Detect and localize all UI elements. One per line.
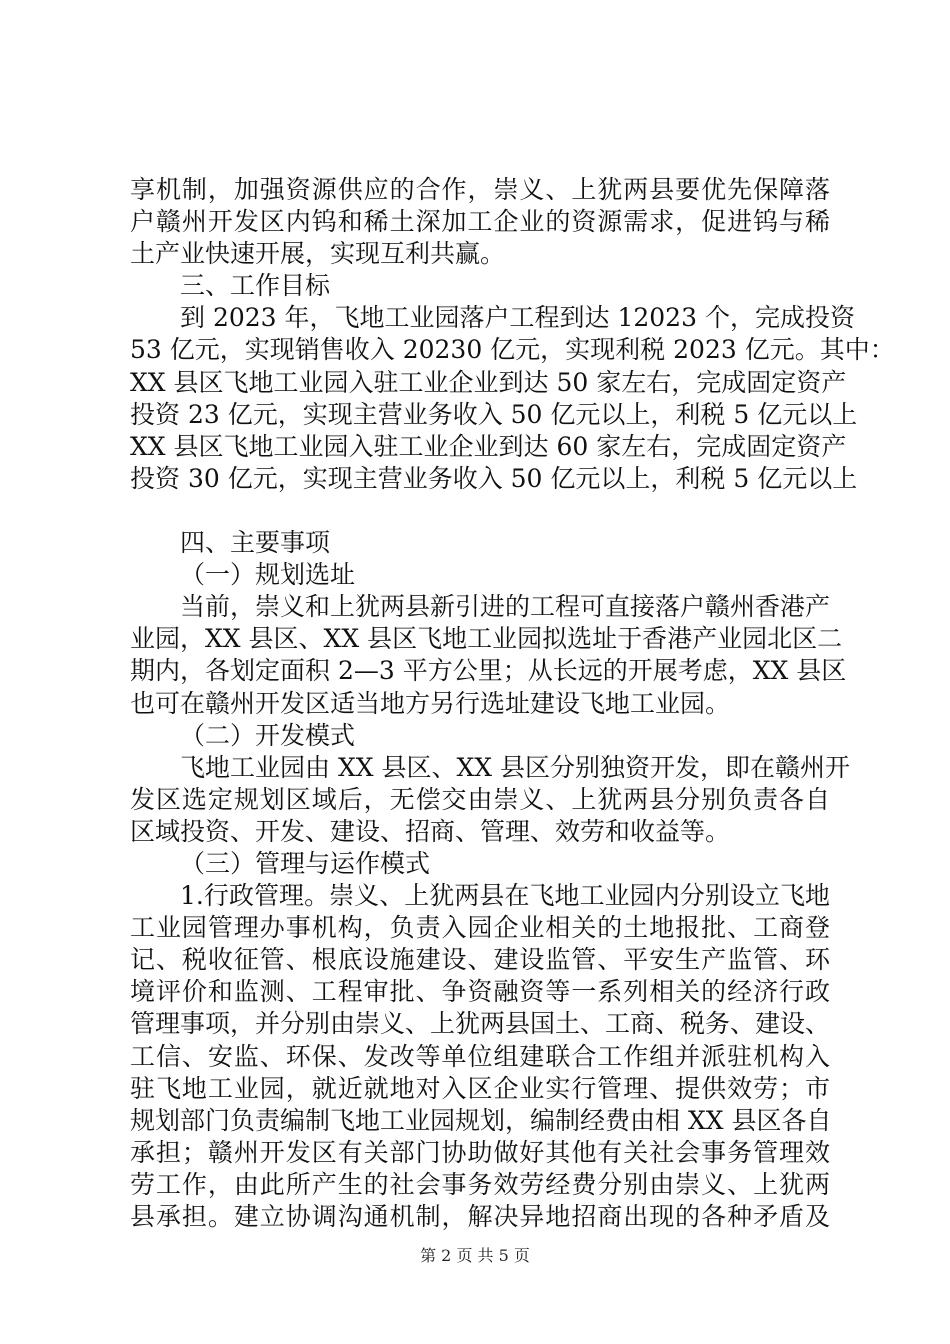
text-line: 记、税收征管、根底设施建设、建设监管、平安生产监管、环: [130, 945, 830, 975]
text-line: 享机制，加强资源供应的合作，崇义、上犹两县要优先保障落: [130, 175, 830, 204]
text-line: 期内，各划定面积 2—3 平方公里；从长远的开展考虑，XX 县区: [130, 656, 847, 686]
text-line: 53 亿元，实现销售收入 20230 亿元，实现利税 2023 亿元。其中：: [130, 335, 895, 365]
page-footer: 第 2 页 共 5 页: [420, 1246, 530, 1265]
subsection-heading: （一）规划选址: [180, 560, 356, 590]
text-line: 投资 30 亿元，实现主营业务收入 50 亿元以上，利税 5 亿元以上: [130, 463, 858, 493]
subsection-heading: （三）管理与运作模式: [180, 848, 431, 878]
text-line: 1.行政管理。崇义、上犹两县在飞地工业园内分别设立飞地: [180, 881, 830, 911]
text-line: 工信、安监、环保、发改等单位组建联合工作组并派驻机构入: [130, 1041, 830, 1071]
text-line: 发区选定规划区域后，无偿交由崇义、上犹两县分别负责各自: [130, 784, 830, 814]
text-line: 飞地工业园由 XX 县区、XX 县区分别独资开发，即在赣州开: [180, 752, 851, 782]
section-heading: 三、工作目标: [180, 271, 331, 301]
text-line: 投资 23 亿元，实现主营业务收入 50 亿元以上，利税 5 亿元以上: [130, 399, 858, 429]
text-line: 驻飞地工业园，就近就地对入区企业实行管理、提供效劳；市: [130, 1073, 830, 1103]
text-line: 当前，崇义和上犹两县新引进的工程可直接落户赣州香港产: [180, 592, 831, 622]
text-line: 业园，XX 县区、XX 县区飞地工业园拟选址于香港产业园北区二: [130, 624, 843, 654]
text-line: 户赣州开发区内钨和稀土深加工企业的资源需求，促进钨与稀: [130, 207, 830, 237]
subsection-heading: （二）开发模式: [180, 720, 356, 750]
text-line: 县承担。建立协调沟通机制，解决异地招商出现的各种矛盾及: [130, 1202, 830, 1231]
section-heading: 四、主要事项: [180, 528, 331, 558]
text-line: 区域投资、开发、建设、招商、管理、效劳和收益等。: [130, 816, 731, 846]
text-line: 到 2023 年，飞地工业园落户工程到达 12023 个，完成投资: [180, 303, 855, 333]
blank-line: [130, 495, 830, 527]
text-line: 劳工作，由此所产生的社会事务效劳经费分别由崇义、上犹两: [130, 1169, 830, 1199]
text-line: 管理事项，并分别由崇义、上犹两县国土、工商、税务、建设、: [130, 1009, 831, 1039]
text-line: 承担；赣州开发区有关部门协助做好其他有关社会事务管理效: [130, 1137, 830, 1167]
text-line: 工业园管理办事机构，负责入园企业相关的土地报批、工商登: [130, 913, 830, 943]
text-line: 也可在赣州开发区适当地方另行选址建设飞地工业园。: [130, 688, 731, 718]
text-line: 境评价和监测、工程审批、争资融资等一系列相关的经济行政: [130, 977, 830, 1007]
text-line: XX 县区飞地工业园入驻工业企业到达 60 家左右，完成固定资产: [130, 431, 847, 461]
text-line: 土产业快速开展，实现互利共赢。: [130, 239, 506, 269]
text-line: XX 县区飞地工业园入驻工业企业到达 50 家左右，完成固定资产: [130, 367, 847, 397]
document-body: [130, 174, 895, 1233]
text-line: 规划部门负责编制飞地工业园规划，编制经费由相 XX 县区各自: [130, 1105, 832, 1135]
